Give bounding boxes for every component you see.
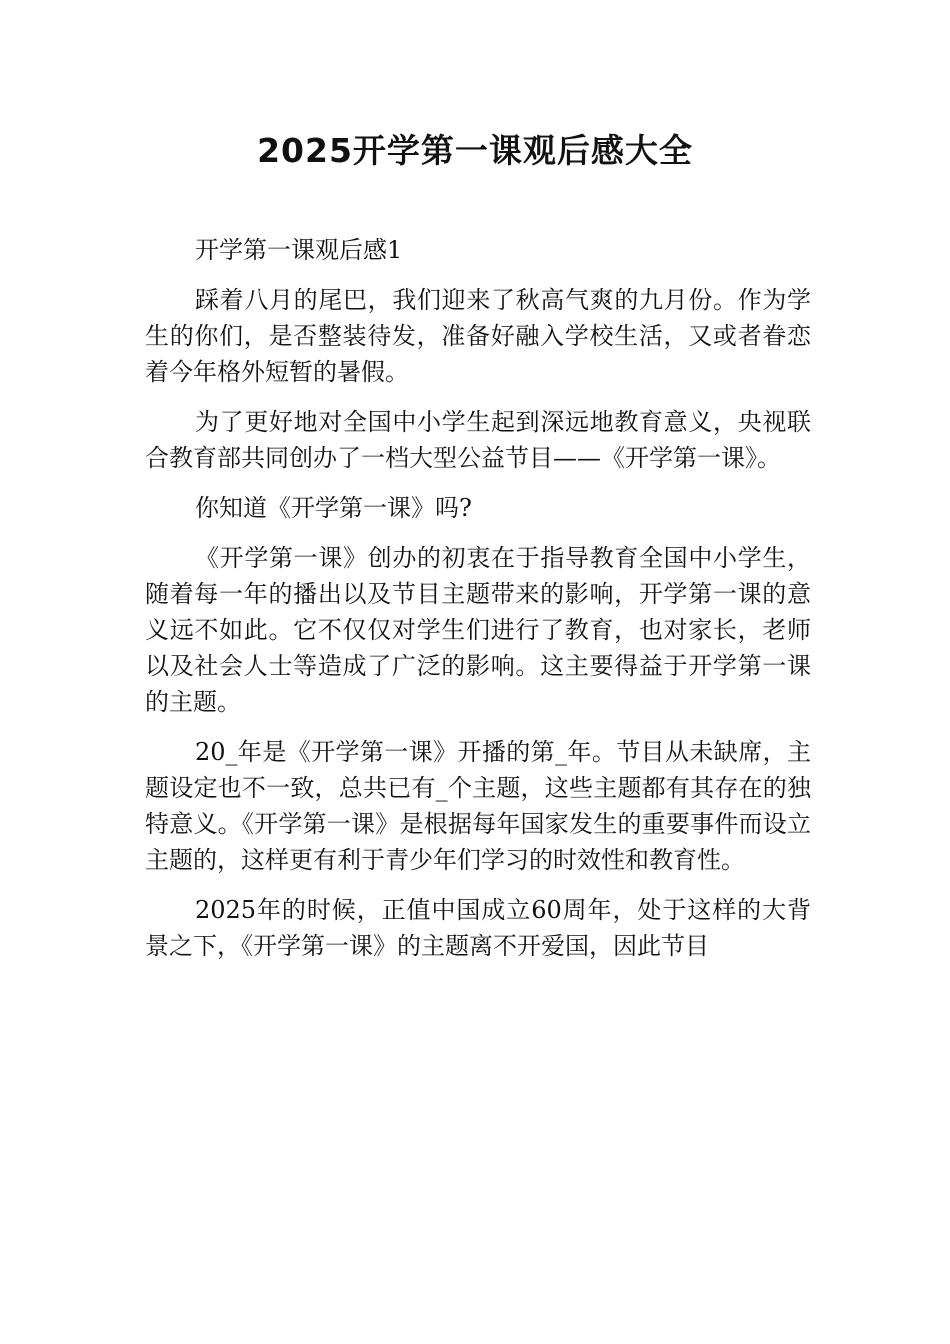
paragraph-heading-1: 开学第一课观后感1 [195, 236, 403, 264]
paragraph: 为了更好地对全国中小学生起到深远地教育意义，央视联合教育部共同创办了一档大型公益节目——《开学第一课》。 [145, 408, 811, 472]
paragraph: 你知道《开学第一课》吗? [195, 494, 472, 522]
paragraph: 2025年的时候，正值中国成立60周年，处于这样的大背景之下，《开学第一课》的主题离不开爱国，因此节目 [145, 896, 811, 960]
document-title: 2025开学第一课观后感大全 [257, 131, 693, 170]
paragraph: 《开学第一课》创办的初衷在于指导教育全国中小学生，随着每一年的播出以及节目主题带来的影响，开学第一课的意义远不如此。它不仅仅对学生们进行了教育，也对家长，老师以及社会人士等造成了广泛的影响。这主要得益于开学第一课的主题。 [145, 544, 811, 716]
paragraph: 踩着八月的尾巴，我们迎来了秋高气爽的九月份。作为学生的你们，是否整装待发，准备好融入学校生活，又或者眷恋着今年格外短暂的暑假。 [145, 286, 811, 386]
document-body [145, 232, 811, 978]
paragraph: 20_年是《开学第一课》开播的第_年。节目从未缺席，主题设定也不一致，总共已有_个主题，这些主题都有其存在的独特意义。《开学第一课》是根据每年国家发生的重要事件而设立主题的，这样更有利于青少年们学习的时效性和教育性。 [145, 738, 811, 874]
